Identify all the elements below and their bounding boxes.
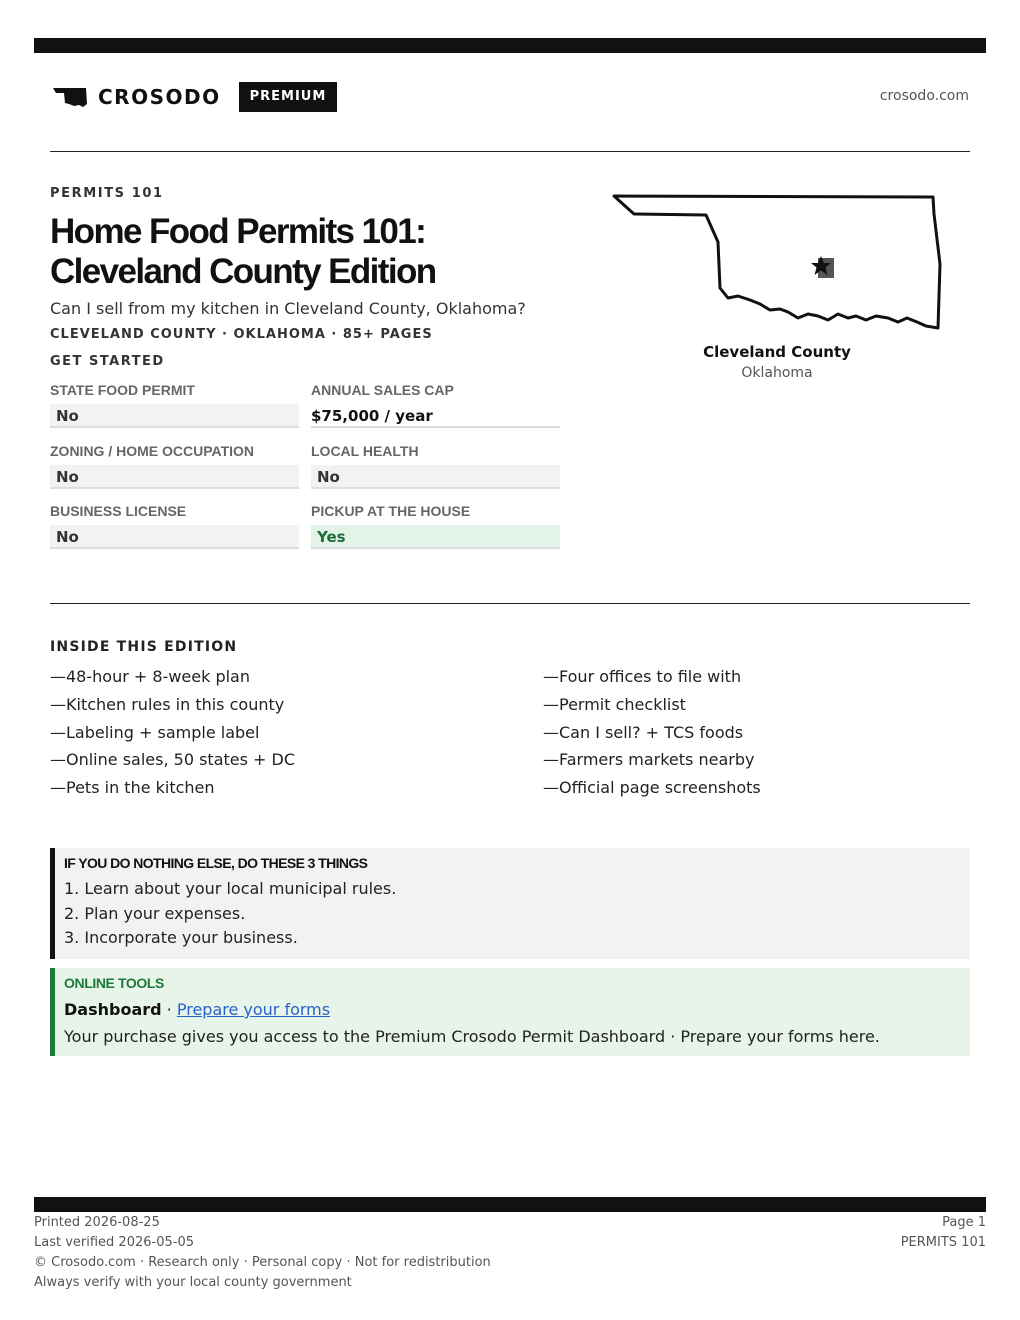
toc-right-column — [543, 666, 983, 805]
dashboard-label: Dashboard — [64, 1000, 162, 1019]
fact-label: ZONING / HOME OCCUPATION — [50, 443, 255, 459]
online-tools-callout — [50, 968, 970, 1056]
toc-item: —Official page screenshots — [543, 778, 761, 798]
header-divider — [50, 151, 970, 152]
footer-section: PERMITS 101 — [900, 1235, 986, 1250]
oklahoma-map — [610, 192, 944, 332]
fact-zoning-home-occupation — [50, 443, 299, 489]
disclaimer: Always verify with your local county government — [34, 1275, 352, 1290]
separator: · — [161, 1000, 177, 1019]
fact-pickup-at-house — [311, 503, 560, 549]
toc-item: —Kitchen rules in this county — [50, 694, 285, 714]
do-these-callout — [50, 848, 970, 959]
dashboard-description: Your purchase gives you access to the Premium Crosodo Permit Dashboard · Prepare your forms here. — [64, 1027, 880, 1046]
callout-title: IF YOU DO NOTHING ELSE, DO THESE 3 THINGS — [64, 855, 368, 871]
inside-edition-heading: INSIDE THIS EDITION — [50, 639, 238, 655]
page-number: Page 1 — [942, 1215, 986, 1230]
toc-item: —Online sales, 50 states + DC — [50, 750, 296, 770]
page-title-line-1: Home Food Permits 101: — [50, 212, 426, 251]
oklahoma-shape-icon — [52, 86, 88, 108]
verified-date: Last verified 2026-05-05 — [34, 1235, 194, 1250]
fact-label: STATE FOOD PERMIT — [50, 382, 195, 398]
fact-state-food-permit — [50, 382, 299, 428]
page-title — [50, 212, 570, 292]
toc-item: —48-hour + 8-week plan — [50, 667, 250, 686]
brand-logo[interactable] — [52, 82, 337, 112]
callout-title: ONLINE TOOLS — [64, 975, 164, 991]
fact-annual-sales-cap — [311, 382, 560, 428]
toc-left-column — [50, 666, 490, 805]
callout-item: 2. Plan your expenses. — [64, 903, 246, 923]
footer-left — [34, 1213, 491, 1293]
site-url[interactable]: crosodo.com — [879, 88, 969, 104]
toc-item: —Farmers markets nearby — [543, 750, 755, 770]
brand-name: CROSODO — [98, 85, 221, 109]
fact-value: No — [311, 465, 560, 489]
edition-meta: CLEVELAND COUNTY · OKLAHOMA · 85+ PAGES — [50, 327, 433, 342]
fact-label: LOCAL HEALTH — [311, 443, 419, 459]
fact-value: No — [50, 404, 299, 428]
fact-local-health — [311, 443, 560, 489]
fact-value: $75,000 / year — [311, 404, 560, 428]
get-started-heading: GET STARTED — [50, 354, 165, 369]
toc-item: —Pets in the kitchen — [50, 778, 215, 798]
toc-item: —Can I sell? + TCS foods — [543, 722, 744, 742]
page-subtitle: Can I sell from my kitchen in Cleveland County, Oklahoma? — [50, 299, 526, 318]
top-rule-bar — [34, 38, 986, 53]
fact-value: No — [50, 465, 299, 489]
fact-label: PICKUP AT THE HOUSE — [311, 503, 471, 519]
fact-business-license — [50, 503, 299, 549]
oklahoma-outline — [614, 196, 940, 328]
section-kicker: PERMITS 101 — [50, 186, 164, 201]
fact-label: ANNUAL SALES CAP — [311, 382, 454, 398]
fact-value: Yes — [311, 525, 560, 549]
toc-item: —Permit checklist — [543, 694, 686, 714]
premium-badge: PREMIUM — [239, 82, 338, 112]
printed-date: Printed 2026-08-25 — [34, 1215, 160, 1230]
toc-item: —Labeling + sample label — [50, 722, 260, 742]
prepare-forms-link[interactable]: Prepare your forms — [176, 1000, 331, 1019]
copyright: © Crosodo.com · Research only · Personal copy · Not for redistribution — [34, 1255, 491, 1270]
fact-value: No — [50, 525, 299, 549]
fact-label: BUSINESS LICENSE — [50, 503, 187, 519]
section-divider — [50, 603, 970, 604]
callout-item: 3. Incorporate your business. — [64, 928, 298, 947]
map-county-label: Cleveland County — [703, 343, 851, 361]
callout-item: 1. Learn about your local municipal rules. — [64, 879, 397, 898]
map-state-label: Oklahoma — [741, 365, 813, 381]
toc-item: —Four offices to file with — [543, 667, 742, 686]
page-title-line-2: Cleveland County Edition — [50, 252, 436, 291]
dashboard-line — [64, 999, 970, 1023]
bottom-rule-bar — [34, 1197, 986, 1212]
footer-right — [901, 1213, 986, 1253]
